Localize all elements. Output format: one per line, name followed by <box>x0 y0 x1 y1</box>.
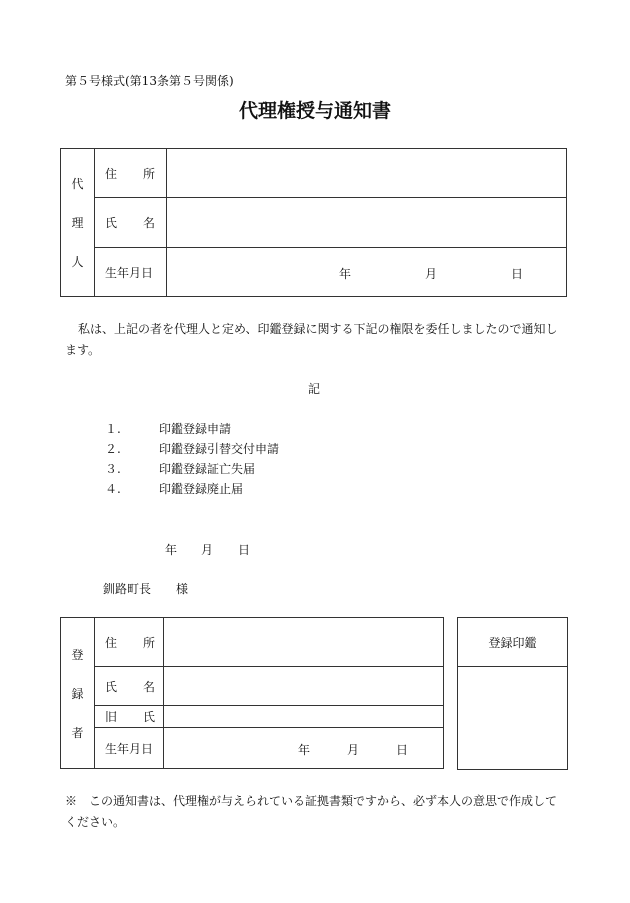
list-item <box>105 460 405 480</box>
honorific: 様 <box>176 582 189 596</box>
agent-name-field[interactable] <box>167 198 567 248</box>
year-unit: 年 <box>298 743 311 757</box>
page-title: 代理権授与通知書 <box>238 100 391 122</box>
year-unit: 年 <box>339 267 352 281</box>
agent-birth-field[interactable] <box>167 248 567 297</box>
agent-name-label: 氏 名 <box>95 198 167 248</box>
item-number: ３. <box>105 462 121 476</box>
note-line-2: ください。 <box>65 815 126 829</box>
registrant-table <box>60 617 444 769</box>
item-list <box>105 420 405 500</box>
registrant-group-label <box>61 618 95 769</box>
ki-heading: 記 <box>308 382 321 396</box>
body-text-line-2: ます。 <box>65 343 101 357</box>
item-text: 印鑑登録申請 <box>159 422 232 436</box>
date-line-month: 月 <box>201 543 214 557</box>
seal-stamp-area[interactable] <box>458 667 568 770</box>
item-number: ２. <box>105 442 121 456</box>
agent-group-char: 代 <box>71 177 84 191</box>
registrant-group-char: 者 <box>71 725 84 740</box>
date-line-day: 日 <box>238 543 251 557</box>
registrant-group-char: 録 <box>71 686 84 701</box>
registrant-group-char: 登 <box>71 647 84 662</box>
registrant-address-field[interactable] <box>164 618 444 667</box>
registrant-name-label: 氏 名 <box>95 667 164 706</box>
addressee: 釧路町長 <box>103 582 152 596</box>
item-number: １. <box>105 422 121 436</box>
registrant-birth-label: 生年月日 <box>95 728 164 769</box>
registrant-name-field[interactable] <box>164 667 444 706</box>
agent-address-field[interactable] <box>167 149 567 198</box>
agent-table <box>60 148 567 297</box>
agent-group-char: 人 <box>71 255 84 269</box>
seal-box-label: 登録印鑑 <box>458 618 568 667</box>
agent-group-label <box>61 149 95 297</box>
registrant-old-name-label: 旧 氏 <box>95 706 164 728</box>
form-reference: 第５号様式(第13条第５号関係) <box>65 74 234 88</box>
item-number: ４. <box>105 482 121 496</box>
agent-group-char: 理 <box>71 216 84 230</box>
note-line-1: ※ この通知書は、代理権が与えられている証拠書類ですから、必ず本人の意思で作成して <box>65 794 558 808</box>
day-unit: 日 <box>396 743 409 757</box>
registrant-birth-field[interactable] <box>164 728 444 769</box>
seal-box <box>457 617 568 770</box>
list-item <box>105 420 405 440</box>
agent-address-label: 住 所 <box>95 149 167 198</box>
registrant-old-name-field[interactable] <box>164 706 444 728</box>
month-unit: 月 <box>347 743 360 757</box>
day-unit: 日 <box>511 267 524 281</box>
list-item <box>105 440 405 460</box>
registrant-address-label: 住 所 <box>95 618 164 667</box>
item-text: 印鑑登録引替交付申請 <box>159 442 280 456</box>
date-line-year: 年 <box>165 543 178 557</box>
item-text: 印鑑登録証亡失届 <box>159 462 256 476</box>
list-item <box>105 480 405 500</box>
agent-birth-label: 生年月日 <box>95 248 167 297</box>
month-unit: 月 <box>425 267 438 281</box>
item-text: 印鑑登録廃止届 <box>159 482 244 496</box>
body-text-line-1: 私は、上記の者を代理人と定め、印鑑登録に関する下記の権限を委任しましたので通知し <box>78 322 558 336</box>
